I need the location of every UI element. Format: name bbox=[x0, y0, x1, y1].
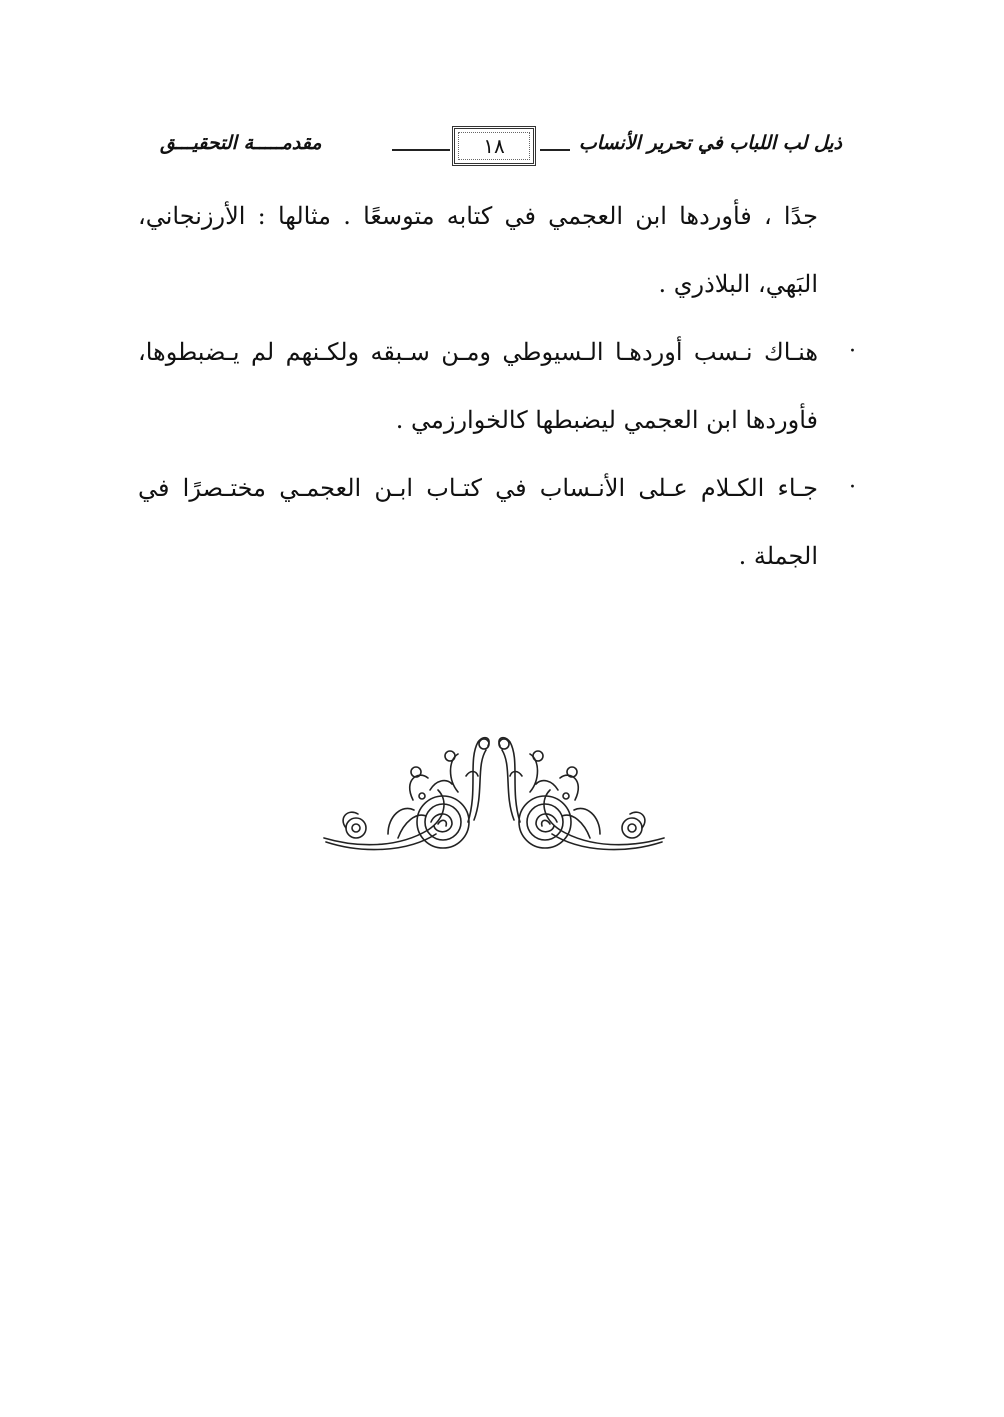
list-item bbox=[138, 454, 856, 590]
book-title: ذيل لب اللباب في تحرير الأنساب bbox=[578, 132, 842, 154]
header-rule-right bbox=[540, 149, 570, 151]
ornament-left-half bbox=[324, 738, 489, 850]
bullet-marker: · bbox=[849, 339, 856, 364]
bullet-marker: · bbox=[849, 475, 856, 500]
list-item-text: جـاء الكـلام عـلى الأنـساب في كتـاب ابـن العجمـي مختـصرًا في الجملة . bbox=[138, 474, 819, 570]
list-item-text: هنـاك نـسب أوردهـا الـسيوطي ومـن سـبقه ولكـنهم لم يـضبطوها، فأوردها ابن العجمي ليضبطها كالخوارزمي . bbox=[138, 338, 818, 434]
ornament-right-half bbox=[499, 738, 664, 850]
page-number-frame bbox=[452, 126, 536, 166]
floral-ornament-icon bbox=[318, 730, 670, 860]
header-rule-left bbox=[392, 149, 450, 151]
running-header bbox=[150, 126, 850, 166]
section-title: مقدمـــــة التحقيـــق bbox=[160, 132, 322, 154]
list-item bbox=[138, 318, 856, 454]
page-number: ١٨ bbox=[483, 134, 505, 158]
page-body bbox=[138, 182, 856, 590]
paragraph-continuation: جدًا ، فأوردها ابن العجمي في كتابه متوسعًا . مثالها : الأرزنجاني، البَهي، البلاذري . bbox=[138, 202, 818, 298]
